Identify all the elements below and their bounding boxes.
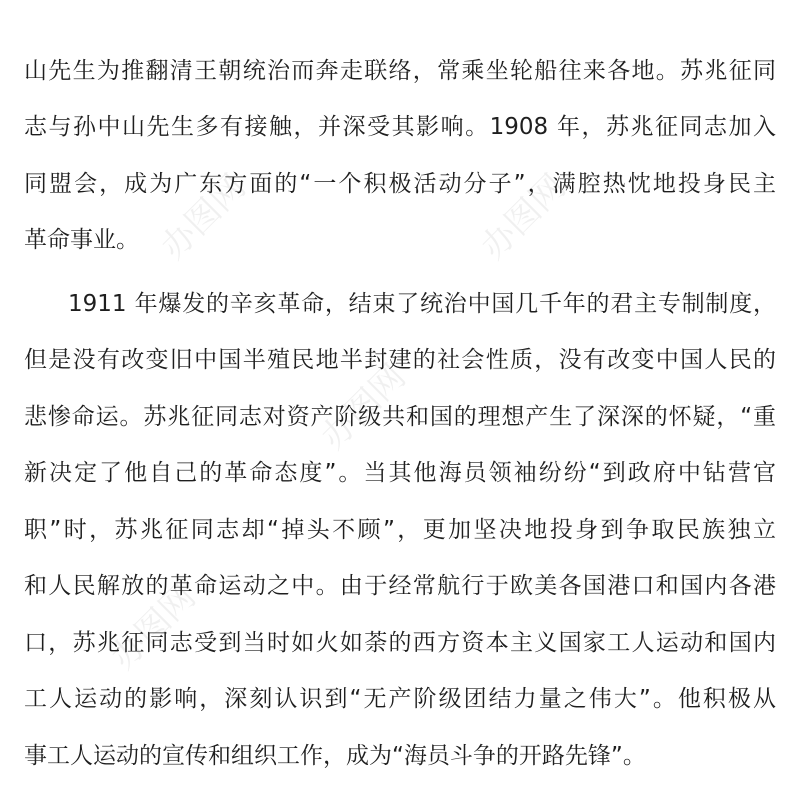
watermark: 办图网 xyxy=(153,166,254,268)
text-line: 同盟会，成为广东方面的“一个积极活动分子”，满腔热忱地投身民主 xyxy=(24,171,776,197)
text-line: 新决定了他自己的革命态度”。当其他海员领袖纷纷“到政府中钻营官 xyxy=(24,460,776,486)
text-line: 和人民解放的革命运动之中。由于经常航行于欧美各国港口和国内各港 xyxy=(24,573,776,599)
text-line: 口，苏兆征同志受到当时如火如荼的西方资本主义国家工人运动和国内 xyxy=(24,630,776,656)
text-line: 悲惨命运。苏兆征同志对资产阶级共和国的理想产生了深深的怀疑，“重 xyxy=(24,404,776,430)
text-line: 工人运动的影响，深刻认识到“无产阶级团结力量之伟大”。他积极从 xyxy=(24,686,776,712)
text-line: 但是没有改变旧中国半殖民地半封建的社会性质，没有改变中国人民的 xyxy=(24,347,776,373)
text-line: 事工人运动的宣传和组织工作，成为“海员斗争的开路先锋”。 xyxy=(24,743,646,769)
text-line: 革命事业。 xyxy=(24,227,139,253)
text-line: 山先生为推翻清王朝统治而奔走联络，常乘坐轮船往来各地。苏兆征同 xyxy=(24,58,776,84)
text-line: 1911 年爆发的辛亥革命，结束了统治中国几千年的君主专制制度， xyxy=(68,291,776,317)
watermark: 办图网 xyxy=(103,576,204,678)
text-line: 职”时，苏兆征同志却“掉头不顾”，更加坚决地投身到争取民族独立 xyxy=(24,517,776,543)
watermark: 办图网 xyxy=(313,356,414,458)
watermark: 办图网 xyxy=(473,166,574,268)
text-line: 志与孙中山先生多有接触，并深受其影响。1908 年，苏兆征同志加入 xyxy=(24,114,776,140)
